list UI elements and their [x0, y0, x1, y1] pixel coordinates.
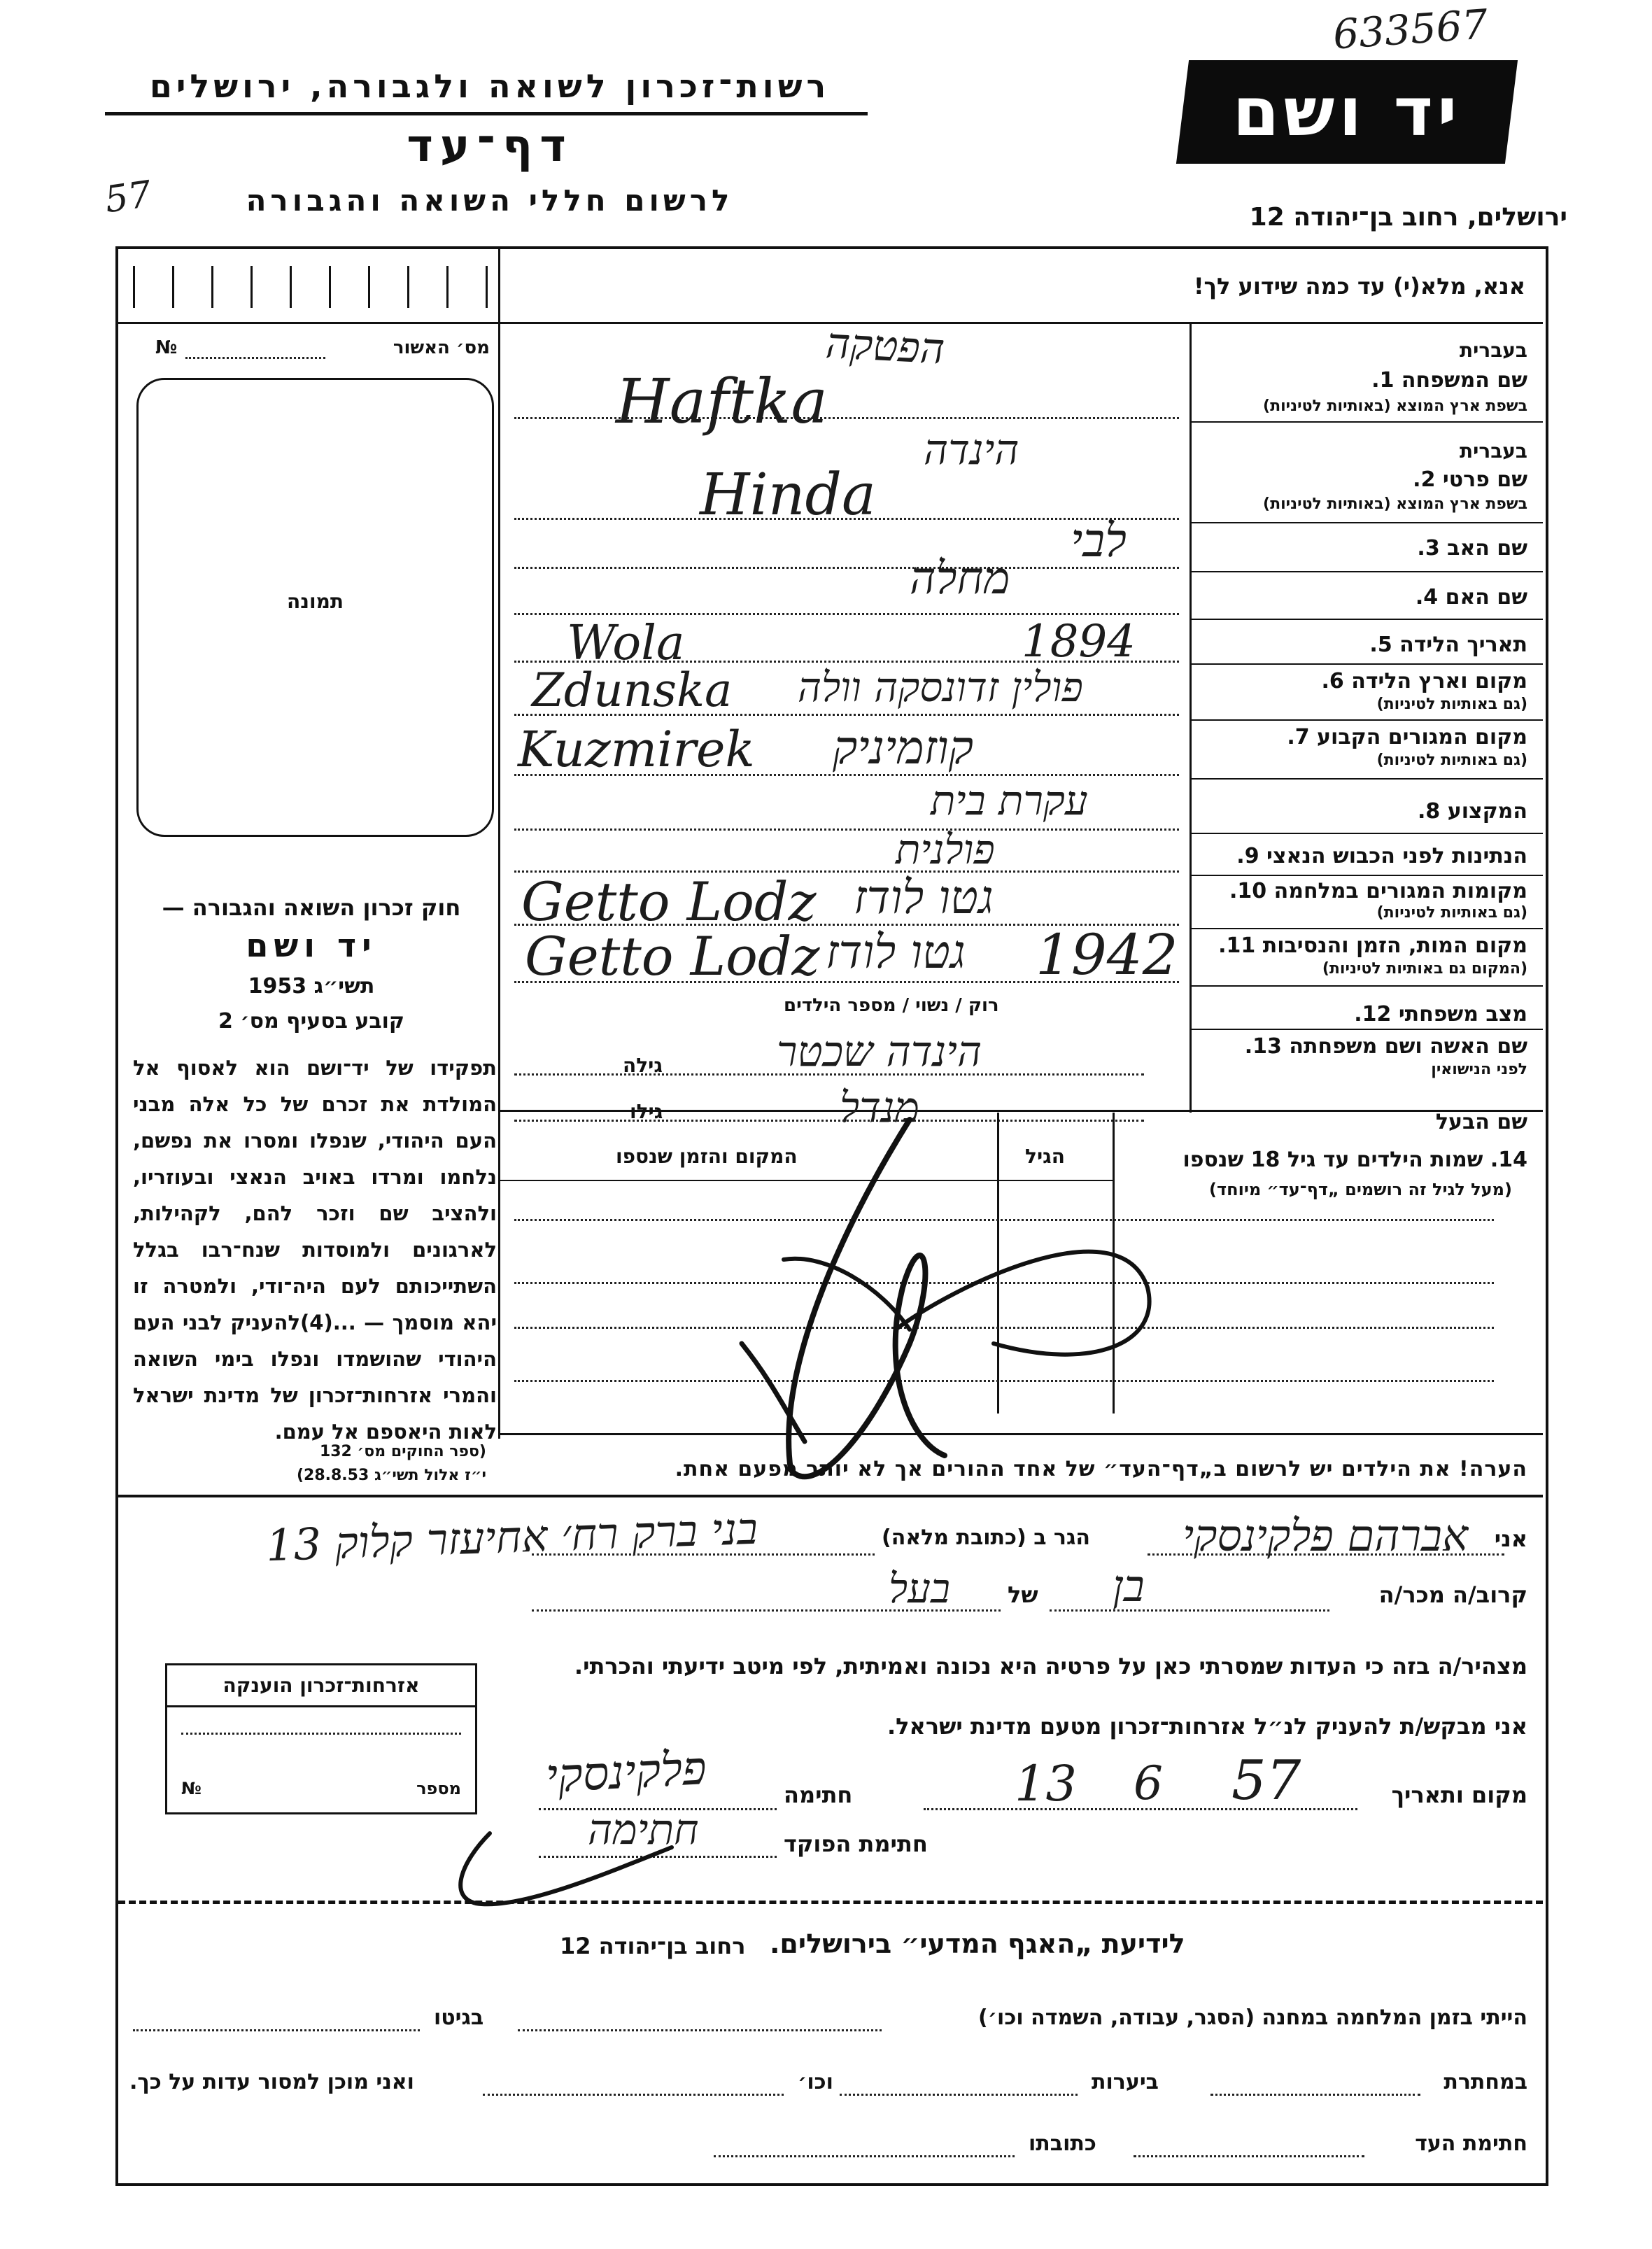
bottom-line1-b: בגיטו — [434, 2005, 484, 2030]
answer-line-8[interactable] — [514, 829, 1179, 831]
death-year: 1942 — [1036, 922, 1178, 987]
declarant-i-label: אני — [1494, 1525, 1527, 1552]
declarant-lives-in: הגר ב (כתובת מלאה) — [882, 1525, 1091, 1550]
relative-field[interactable] — [1050, 1609, 1329, 1612]
field-11-sub: (המקום גם באותיות לטיניות) — [1322, 960, 1527, 978]
husband-age-label: גילו — [630, 1100, 663, 1123]
bottom-title: לידיעת „האגף המדעי״ בירושלים. — [770, 1929, 1185, 1959]
declarant-name: אברהם פלקינסקי — [1182, 1510, 1469, 1561]
birth-place-hebrew: פולין זדונסקה וולה — [798, 663, 1083, 711]
bottom-forests-field[interactable] — [840, 2094, 1078, 2096]
law-text: תפקידו של יד־ושם הוא לאסוף אל המולדת את זכרם של כל אלה מבני העם היהודי, שנפלו ומסרו את נפשם, נלחמו ומרדו באויב הנאצי ובעוזריו, ולהציב שם וזכר להם, לקהילות, לארגונים ולמוסדות שנח־רבו בגלל השתייכותם לעם היה־ודי, ולמטרה זו יהא מוסמך — ...(4)להעניק לבני העם היהודי שהושמדו ונפלו בימי השואה והמרי אזרחות־זכרון של מדינת ישראל לאות היאספם אל עמם. — [133, 1056, 497, 1444]
mother-name: מחלה — [910, 553, 1010, 605]
field-10-sub: (גם באותיות לטיניות) — [1376, 904, 1527, 922]
place-date-field[interactable] — [924, 1808, 1357, 1810]
field-8-label-text: המקצוע — [1447, 799, 1527, 824]
field-13-label — [1245, 1034, 1527, 1059]
photo-box[interactable] — [136, 378, 494, 837]
field-2-num: 2. — [1413, 467, 1436, 492]
photo-label: תמונה — [287, 590, 344, 613]
field-11-num: 11. — [1218, 933, 1256, 958]
field-12-num: 12. — [1354, 1002, 1392, 1027]
officer-label: חתימת הפוקד — [784, 1831, 928, 1857]
field-4-label — [1416, 585, 1527, 609]
field-3-label-text: שם האב — [1447, 536, 1527, 561]
bottom-line3-b: כתובתו — [1029, 2131, 1096, 2156]
law-clause: קובע בסעיף מס׳ 2 — [218, 1009, 405, 1034]
declarant-address-field[interactable] — [532, 1553, 875, 1556]
form-subtitle: לרשום חללי השואה והגבורה — [246, 183, 734, 218]
signature-value: פלקינסקי — [544, 1741, 708, 1803]
marital-options: רוק / נשוי / מספר הילדים — [784, 995, 999, 1016]
signature-label: חתימה — [784, 1782, 853, 1808]
bottom-address: רחוב בן־יהודה 12 — [560, 1933, 746, 1959]
law-title: חוק זכרון השואה והגבורה — — [162, 894, 461, 921]
children-label: 14. שמות הילדים עד גיל 18 שנספו — [1182, 1148, 1527, 1172]
death-place-latin: Getto Lodz — [525, 925, 820, 987]
children-col-age: הגיל — [1025, 1145, 1065, 1168]
field-13-num: 13. — [1244, 1034, 1282, 1059]
field-9-label-text: הנתינות לפני הכבוש הנאצי — [1266, 844, 1527, 868]
declaration-text: מצהיר/ה בזה כי העדות שמסרתי כאן על פרטיה היא נכונה ואמיתית, לפי מיטב ידיעתי והכרתי. — [574, 1653, 1527, 1679]
field-9-label — [1236, 844, 1527, 868]
children-sub: (מעל לגיל זה רושמים „דף־עד״ מיוחד) — [1209, 1180, 1512, 1199]
note: הערה! את הילדים יש לרשום ב„דף־העד״ של אחד ההורים אך לא יותר מפעם אחת. — [675, 1457, 1527, 1481]
date-day: 13 — [1015, 1755, 1078, 1812]
of-field[interactable] — [532, 1609, 1001, 1612]
citizenship-no-label: מספר — [416, 1779, 461, 1798]
field-6-num: 6. — [1321, 669, 1344, 693]
date-year: 57 — [1231, 1749, 1301, 1812]
bottom-ghetto-field[interactable] — [133, 2029, 420, 2031]
husband-name: מנדל — [840, 1083, 920, 1132]
tick-boxes — [133, 266, 497, 308]
field-7-sub: (גם באותיות לטיניות) — [1376, 752, 1527, 769]
field-7-label-text: מקום המגורים הקבוע — [1317, 725, 1527, 749]
field-1-num: 1. — [1371, 368, 1395, 393]
field-3-num: 3. — [1417, 536, 1440, 561]
instruction: אנא, מלא(י) עד כמה שידוע לך! — [1193, 273, 1525, 299]
field-4-num: 4. — [1415, 585, 1439, 609]
declarant-address: בני ברק רח׳ אחיעזר קלוק 13 — [264, 1502, 758, 1572]
answer-line-4[interactable] — [514, 613, 1179, 615]
bottom-witness-sign-field[interactable] — [1134, 2155, 1364, 2157]
archive-number: 633567 — [1331, 0, 1490, 59]
surname-latin: Haftka — [616, 365, 828, 437]
citizenship-title: אזרחות־זכרון הוענקה — [167, 1665, 475, 1707]
approval-no-label: מס׳ האשור — [393, 337, 490, 358]
bottom-underground-field[interactable] — [1210, 2094, 1420, 2096]
law-name: יד ושם — [246, 926, 377, 964]
birth-place-latin: Wola — [567, 616, 685, 671]
field-12-label-text: מצב משפחתי — [1398, 1002, 1527, 1027]
bottom-line2-c: וכו׳ — [798, 2070, 833, 2094]
cross-out-scribble — [700, 1078, 1203, 1511]
children-col-place: המקום והזמן שנספו — [616, 1145, 798, 1168]
logo-text: יד ושם — [1232, 73, 1462, 151]
form-title: דף־עד — [407, 120, 573, 172]
first-name-latin: Hinda — [700, 462, 876, 528]
wife-age-label: גילה — [623, 1054, 663, 1077]
declarant-name-field[interactable] — [1148, 1553, 1504, 1556]
place-date-label: מקום ותאריך — [1391, 1782, 1527, 1808]
bottom-line2-d: ואני מוכן למסור עדות על כך. — [129, 2070, 414, 2094]
field-11-label — [1218, 933, 1527, 958]
field-2-label-text: שם פרטי — [1442, 467, 1527, 492]
margin-number: 57 — [102, 173, 155, 222]
header-address: ירושלים, רחוב בן־יהודה 12 — [1249, 203, 1567, 232]
wartime-hebrew: גטו לודז — [854, 870, 994, 924]
relative-label: קרוב/ה מכר/ה — [1378, 1581, 1527, 1608]
field-13-sub: לפני הנישואין — [1431, 1061, 1527, 1078]
field-5-label — [1369, 633, 1527, 657]
bottom-address-field[interactable] — [714, 2155, 1015, 2157]
yad-vashem-logo — [1176, 60, 1518, 164]
relative-value: בן — [1113, 1560, 1145, 1612]
field-6-label-text: מקום וארץ הלידה — [1351, 669, 1527, 693]
citizenship-line[interactable] — [181, 1733, 461, 1735]
request-text: אני מבקש/ת להעניק לנ״ל אזרחות־זכרון מטעם מדינת ישראל. — [887, 1713, 1527, 1740]
field-6-sub: (גם באותיות לטיניות) — [1376, 696, 1527, 713]
of-label: של — [1008, 1581, 1038, 1608]
bottom-line2-b: ביערות — [1092, 2070, 1159, 2094]
field-10-num: 10. — [1229, 879, 1267, 903]
citizenship-no-sign: № — [181, 1779, 202, 1798]
approval-no-sign: № — [155, 337, 178, 358]
date-month: 6 — [1134, 1756, 1163, 1810]
residence-hebrew: קוזמיניק — [833, 721, 974, 775]
field-1-lang: בעברית — [1459, 339, 1527, 362]
field-9-num: 9. — [1236, 844, 1259, 868]
father-name: לבי — [1071, 514, 1127, 567]
field-7-num: 7. — [1287, 725, 1310, 749]
bottom-camp-field[interactable] — [518, 2029, 882, 2031]
field-11-label-text: מקום המות, הזמן והנסיבות — [1262, 933, 1527, 958]
wife-name: הינדה שכטר — [777, 1027, 982, 1076]
field-10-label-text: מקומות המגורים במלחמה — [1273, 879, 1527, 903]
field-3-label — [1417, 536, 1527, 561]
field-5-label-text: תאריך הלידה — [1399, 633, 1527, 657]
field-8-num: 8. — [1417, 799, 1441, 824]
field-1-sub: בשפת ארץ המוצא (באותיות לטיניות) — [1263, 397, 1527, 415]
field-5-num: 5. — [1369, 633, 1392, 657]
law-ref-1: (ספר החוקים מס׳ 132 — [319, 1443, 486, 1460]
husband-label: שם הבעל — [1435, 1110, 1527, 1134]
wartime-latin: Getto Lodz — [521, 870, 817, 933]
field-7-label — [1287, 725, 1527, 749]
field-1-label-text: שם המשפחה — [1401, 368, 1527, 393]
birth-place2-latin: Zdunska — [532, 663, 733, 717]
tear-line — [118, 1901, 1543, 1904]
law-ref-2: י״ז אלול תשי״ג 28.8.53) — [296, 1467, 486, 1484]
surname-hebrew: הפטקה — [824, 318, 946, 374]
field-12-label — [1354, 1002, 1527, 1027]
of-value: בעל — [889, 1565, 950, 1612]
residence-latin: Kuzmirek — [518, 721, 755, 778]
field-10-label — [1229, 879, 1527, 903]
bottom-line3-a: חתימת העד — [1415, 2131, 1527, 2156]
birth-year: 1894 — [1022, 616, 1136, 668]
answer-line-1[interactable] — [514, 417, 1179, 419]
bottom-line1-a: הייתי בזמן המלחמה במחנה (הסגר, עבודה, השמדה וכו׳) — [978, 2005, 1527, 2030]
death-place-hebrew: גטו לודז — [826, 925, 966, 979]
field-4-label-text: שם האם — [1445, 585, 1527, 609]
field-8-label — [1418, 799, 1527, 824]
nationality: פולנית — [896, 826, 995, 873]
officer-signature: חתימה — [588, 1805, 699, 1854]
field-2-lang: בעברית — [1459, 439, 1527, 463]
field-1-label — [1371, 368, 1527, 393]
approval-no-field[interactable] — [185, 357, 325, 359]
org-line: רשות־זכרון לשואה ולגבורה, ירושלים — [149, 67, 831, 105]
profession: עקרת בית — [931, 777, 1088, 824]
law-year: תשי״ג 1953 — [248, 974, 375, 999]
field-6-label — [1322, 669, 1527, 693]
field-13-label-text: שם האשה ושם משפחתה — [1289, 1034, 1527, 1059]
bottom-line2-a: במחתרת — [1443, 2070, 1527, 2094]
bottom-etc-field[interactable] — [483, 2094, 784, 2096]
field-2-label — [1413, 467, 1527, 492]
field-2-sub: בשפת ארץ המוצא (באותיות לטיניות) — [1263, 495, 1527, 513]
first-name-hebrew: הינדה — [924, 425, 1019, 474]
citizenship-box — [165, 1663, 477, 1814]
